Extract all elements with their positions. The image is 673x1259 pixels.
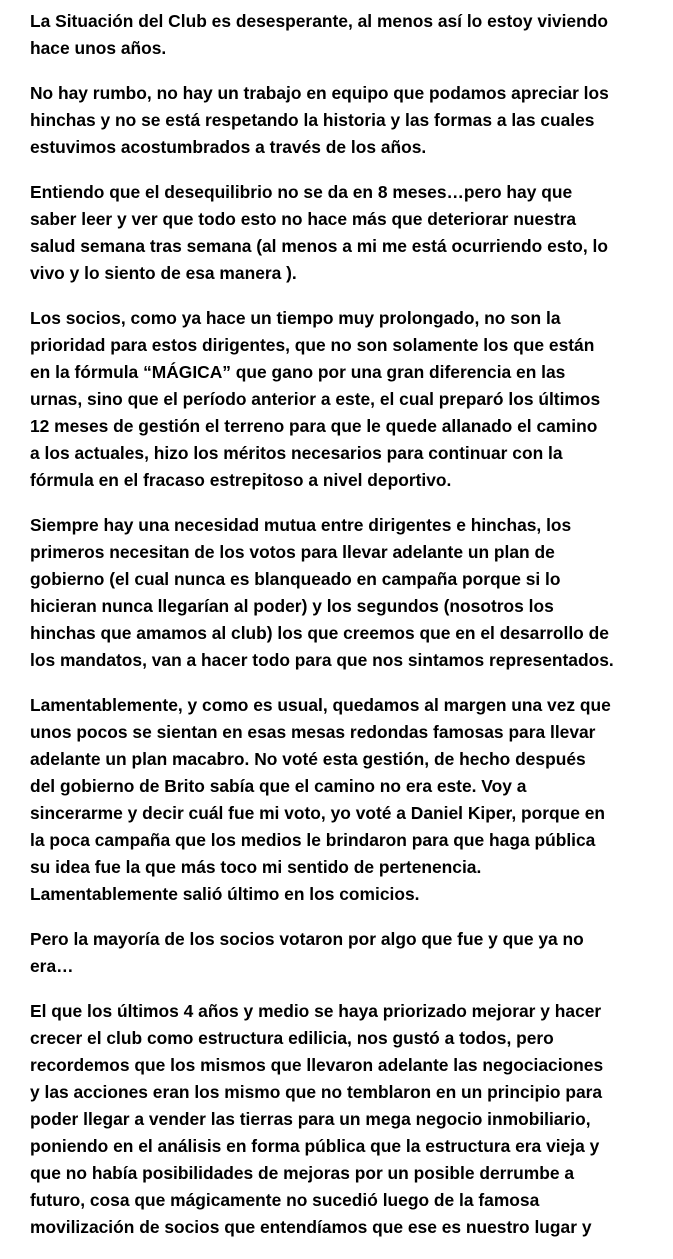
text-line: fórmula en el fracaso estrepitoso a nivel deportivo. xyxy=(30,470,452,490)
text-line: estuvimos acostumbrados a través de los años. xyxy=(30,137,427,157)
document-body xyxy=(30,0,662,1259)
paragraph xyxy=(30,8,662,62)
text-line: sincerarme y decir cuál fue mi voto, yo voté a Daniel Kiper, porque en xyxy=(30,803,606,823)
text-line: Lamentablemente, y como es usual, quedamos al margen una vez que xyxy=(30,695,611,715)
text-line: Lamentablemente salió último en los comicios. xyxy=(30,884,420,904)
paragraph xyxy=(30,512,662,674)
text-line: crecer el club como estructura edilicia, nos gustó a todos, pero xyxy=(30,1028,554,1048)
text-line: futuro, cosa que mágicamente no sucedió luego de la famosa xyxy=(30,1190,540,1210)
paragraph xyxy=(30,179,662,287)
paragraph xyxy=(30,998,662,1241)
text-line: prioridad para estos dirigentes, que no son solamente los que están xyxy=(30,335,595,355)
text-line: saber leer y ver que todo esto no hace más que deteriorar nuestra xyxy=(30,209,577,229)
text-line: adelante un plan macabro. No voté esta gestión, de hecho después xyxy=(30,749,586,769)
text-line: hinchas que amamos al club) los que creemos que en el desarrollo de xyxy=(30,623,609,643)
text-line: Los socios, como ya hace un tiempo muy prolongado, no son la xyxy=(30,308,561,328)
text-line: poder llegar a vender las tierras para un mega negocio inmobiliario, xyxy=(30,1109,591,1129)
text-line: poniendo en el análisis en forma pública que la estructura era vieja y xyxy=(30,1136,600,1156)
text-line: El que los últimos 4 años y medio se haya priorizado mejorar y hacer xyxy=(30,1001,602,1021)
text-line: hinchas y no se está respetando la historia y las formas a las cuales xyxy=(30,110,595,130)
text-line: gobierno (el cual nunca es blanqueado en campaña porque si lo xyxy=(30,569,561,589)
text-line: movilización de socios que entendíamos que ese es nuestro lugar y xyxy=(30,1217,592,1237)
paragraph xyxy=(30,926,662,980)
text-line: que no había posibilidades de mejoras por un posible derrumbe a xyxy=(30,1163,575,1183)
text-line: La Situación del Club es desesperante, al menos así lo estoy viviendo xyxy=(30,11,608,31)
text-line: Entiendo que el desequilibrio no se da en 8 meses…pero hay que xyxy=(30,182,573,202)
text-line: del gobierno de Brito sabía que el camino no era este. Voy a xyxy=(30,776,527,796)
text-line: los mandatos, van a hacer todo para que nos sintamos representados. xyxy=(30,650,614,670)
paragraph xyxy=(30,80,662,161)
text-line: su idea fue la que más toco mi sentido de pertenencia. xyxy=(30,857,482,877)
paragraph xyxy=(30,692,662,908)
text-line: recordemos que los mismos que llevaron adelante las negociaciones xyxy=(30,1055,604,1075)
text-line: 12 meses de gestión el terreno para que le quede allanado el camino xyxy=(30,416,598,436)
text-line: en la fórmula “MÁGICA” que gano por una gran diferencia en las xyxy=(30,362,566,382)
text-line: urnas, sino que el período anterior a este, el cual preparó los últimos xyxy=(30,389,601,409)
text-line: Siempre hay una necesidad mutua entre dirigentes e hinchas, los xyxy=(30,515,572,535)
text-line: la poca campaña que los medios le brindaron para que haga pública xyxy=(30,830,596,850)
text-line: vivo y lo siento de esa manera ). xyxy=(30,263,297,283)
text-line: hicieran nunca llegarían al poder) y los segundos (nosotros los xyxy=(30,596,554,616)
text-line: era… xyxy=(30,956,74,976)
text-line: Pero la mayoría de los socios votaron por algo que fue y que ya no xyxy=(30,929,584,949)
text-line: No hay rumbo, no hay un trabajo en equipo que podamos apreciar los xyxy=(30,83,609,103)
text-line: salud semana tras semana (al menos a mi me está ocurriendo esto, lo xyxy=(30,236,608,256)
text-line: a los actuales, hizo los méritos necesarios para continuar con la xyxy=(30,443,563,463)
text-line: hace unos años. xyxy=(30,38,167,58)
paragraph xyxy=(30,305,662,494)
text-line: primeros necesitan de los votos para llevar adelante un plan de xyxy=(30,542,555,562)
text-line: y las acciones eran los mismo que no temblaron en un principio para xyxy=(30,1082,603,1102)
text-line: unos pocos se sientan en esas mesas redondas famosas para llevar xyxy=(30,722,596,742)
